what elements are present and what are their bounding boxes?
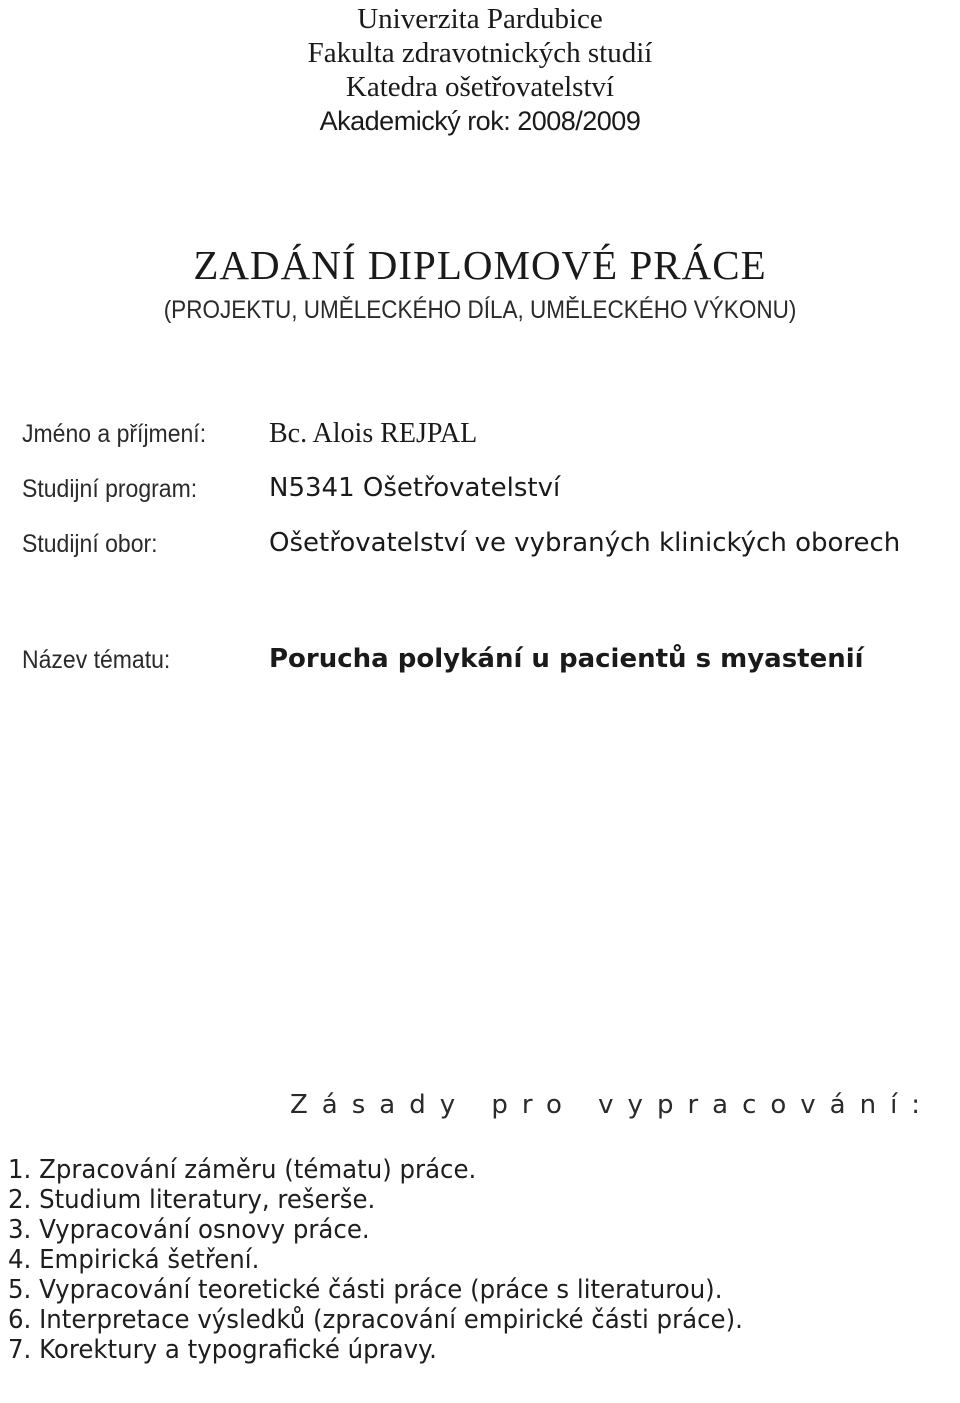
faculty-name: Fakulta zdravotnických studií — [307, 37, 653, 69]
branch-value: Ošetřovatelství ve vybraných klinických oborech — [269, 528, 901, 558]
department-name: Katedra ošetřovatelství — [345, 71, 615, 103]
field-program — [22, 475, 952, 515]
university-name: Univerzita Pardubice — [357, 3, 603, 35]
field-topic — [22, 646, 952, 686]
topic-label: Název tématu: — [22, 646, 171, 674]
list-item: 3. Vypracování osnovy práce. — [8, 1215, 370, 1245]
name-label: Jméno a příjmení: — [22, 420, 207, 448]
list-item: 2. Studium literatury, rešerše. — [8, 1185, 376, 1215]
list-item: 4. Empirická šetření. — [8, 1245, 260, 1275]
name-value: Bc. Alois REJPAL — [269, 418, 478, 449]
document-header — [0, 2, 960, 138]
list-item: 5. Vypracování teoretické části práce (práce s literaturou). — [8, 1275, 723, 1305]
list-item: 7. Korektury a typografické úpravy. — [8, 1335, 437, 1365]
title-block — [0, 240, 960, 325]
program-value: N5341 Ošetřovatelství — [269, 473, 561, 503]
document-subtitle: (PROJEKTU, UMĚLECKÉHO DÍLA, UMĚLECKÉHO VÝKONU) — [163, 296, 797, 324]
topic-value: Porucha polykání u pacientů s myastenií — [269, 644, 864, 674]
academic-year: Akademický rok: 2008/2009 — [319, 106, 641, 136]
field-branch — [22, 530, 952, 570]
principles-heading: Zásady pro vypracování: — [290, 1090, 935, 1120]
field-name — [22, 420, 952, 460]
list-item: 1. Zpracování záměru (tématu) práce. — [8, 1155, 477, 1185]
list-item: 6. Interpretace výsledků (zpracování empirické části práce). — [8, 1305, 743, 1335]
document-title: ZADÁNÍ DIPLOMOVÉ PRÁCE — [193, 242, 767, 288]
program-label: Studijní program: — [22, 475, 198, 503]
principles-list — [8, 1155, 790, 1365]
branch-label: Studijní obor: — [22, 530, 158, 558]
